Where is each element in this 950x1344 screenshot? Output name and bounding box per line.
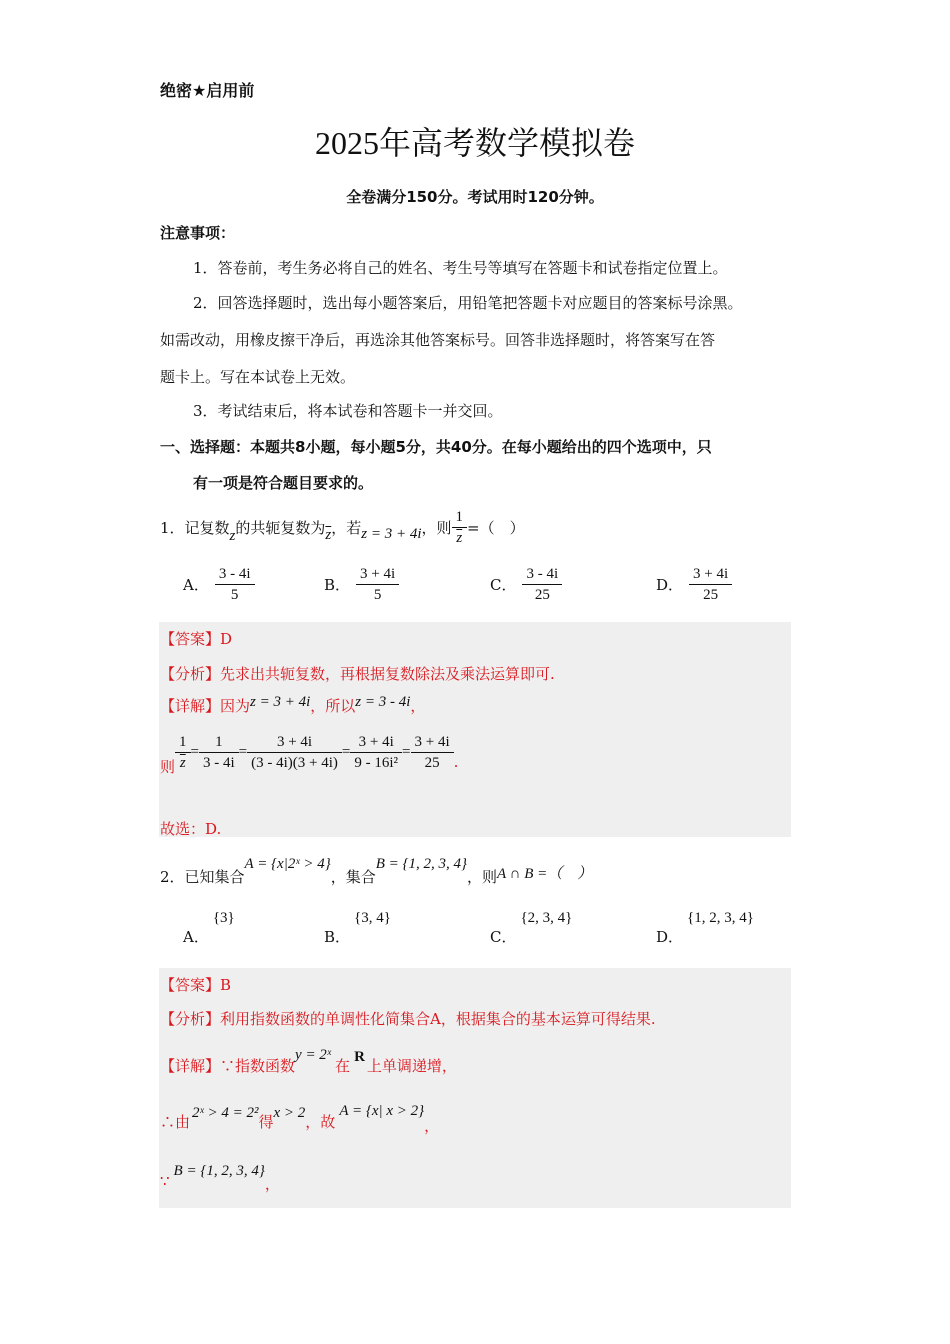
- page-subtitle: 全卷满分150分。考试用时120分钟。: [346, 188, 604, 206]
- q2-option-c[interactable]: [490, 910, 572, 947]
- computation-fraction: $\frac{3 + 4i}{(3 - 4i)(3 + 4i)}$: [247, 732, 342, 773]
- q2-detail-2: [160, 1098, 440, 1135]
- q1-option-a[interactable]: [183, 564, 255, 605]
- computation-fraction: $\frac{3 + 4i}{\text{9 - 16i²}}$: [350, 732, 402, 773]
- note-item-1: 1．答卷前，考生务必将自己的姓名、考生号等填写在答题卡和试卷指定位置上。: [193, 259, 728, 277]
- detail-set-b: B = {1, 2, 3, 4}: [173, 1162, 265, 1179]
- secret-label: 绝密★启用前: [160, 81, 255, 100]
- detail-eq-1: z = 3 + 4i: [250, 694, 311, 710]
- detail-text: ，: [410, 697, 426, 715]
- q1-condition: z = 3 + 4i: [361, 525, 422, 542]
- option-label: B．: [324, 928, 351, 946]
- option-value: {3}: [212, 910, 235, 926]
- q1-text-1: 的共轭复数为: [235, 518, 326, 537]
- detail-text: ∴由: [160, 1112, 191, 1131]
- q1-option-d[interactable]: [656, 564, 732, 605]
- analysis-text: 利用指数函数的单调性化简集合A，根据集合的基本运算可得结果.: [220, 1010, 656, 1028]
- option-label: D．: [656, 576, 684, 594]
- question-2: [160, 848, 592, 892]
- detail-tag: 【详解】: [160, 1056, 221, 1075]
- q1-text-2: ，若: [331, 518, 362, 537]
- analysis-tag: 【分析】: [160, 665, 221, 683]
- computation-fraction: $\frac{1}{3 - 4i}$: [199, 732, 239, 773]
- detail-inequality: 2ˣ > 4 = 2²: [192, 1104, 259, 1121]
- option-label: C．: [490, 576, 517, 594]
- detail-text: ，所以: [310, 697, 356, 715]
- q1-answer: 【答案】D: [160, 630, 233, 648]
- q1-option-c[interactable]: [490, 564, 562, 605]
- q1-detail: [160, 695, 425, 716]
- detail-text: 在: [335, 1056, 351, 1075]
- note-item-2-cont: 如需改动，用橡皮擦干净后，再选涂其他答案标号。回答非选择题时，将答案写在答: [160, 331, 716, 349]
- option-label: D．: [656, 928, 684, 946]
- q1-choose: 故选：D.: [160, 820, 222, 838]
- detail-x-gt-2: x > 2: [273, 1104, 306, 1121]
- option-value: $\frac{3 + 4i}{5}$: [356, 564, 399, 605]
- option-label: B．: [324, 576, 351, 594]
- detail-tag: 【详解】: [160, 697, 221, 715]
- period: .: [453, 753, 459, 771]
- equals-sign: =: [341, 743, 351, 760]
- computation-fraction: $\frac{3 + 4i}{25}$: [411, 732, 454, 773]
- detail-text: ，: [424, 1116, 440, 1135]
- detail-text: ∵指数函数: [220, 1056, 296, 1075]
- question-1: [160, 505, 525, 549]
- equals-sign: =: [402, 743, 411, 760]
- q1-number: 1．记复数: [160, 518, 230, 537]
- q2-answer: 【答案】B: [160, 976, 232, 994]
- q2-analysis: [160, 1008, 656, 1029]
- q1-zbar: $\overline{z}$: [325, 526, 332, 543]
- notes-heading: 注意事项：: [160, 224, 236, 242]
- q2-option-b[interactable]: [324, 910, 391, 947]
- q1-analysis: [160, 663, 555, 684]
- analysis-text: 先求出共轭复数，再根据复数除法及乘法运算即可.: [220, 665, 555, 683]
- note-item-3: 3．考试结束后，将本试卷和答题卡一并交回。: [193, 402, 503, 420]
- q2-detail-1: [160, 1042, 457, 1076]
- detail-text: 上单调递增，: [366, 1056, 457, 1075]
- detail-set-a: A = {x| x > 2}: [339, 1102, 425, 1119]
- q1-z: z: [229, 527, 236, 544]
- detail-text: ∵: [160, 1172, 170, 1190]
- note-item-2-cont2: 题卡上。写在本试卷上无效。: [160, 368, 356, 386]
- computation-fraction: $\frac{1}{z}$: [175, 732, 191, 773]
- q2-text-1: ，集合: [330, 867, 376, 886]
- page-title: 2025年高考数学模拟卷: [314, 125, 635, 161]
- q2-ask: A ∩ B =（ ）: [497, 865, 593, 882]
- q2-text-2: ，则: [467, 867, 498, 886]
- option-label: A．: [183, 928, 209, 946]
- analysis-tag: 【分析】: [160, 1010, 221, 1028]
- detail-text: ，: [264, 1174, 280, 1193]
- section-heading: 一、选择题：本题共8小题，每小题5分，共40分。在每小题给出的四个选项中，只: [160, 438, 712, 456]
- q1-text-4: =（ ）: [467, 518, 525, 537]
- q1-computation: [160, 728, 458, 776]
- q2-number: 2．已知集合: [160, 867, 245, 886]
- detail-function: y = 2ˣ: [295, 1046, 332, 1063]
- option-value: $\frac{3 - 4i}{5}$: [215, 564, 255, 605]
- equals-sign: =: [190, 743, 199, 760]
- q2-option-a[interactable]: [183, 910, 235, 947]
- option-value: $\frac{3 - 4i}{25}$: [522, 564, 562, 605]
- section-heading-cont: 有一项是符合题目要求的。: [193, 474, 374, 492]
- option-value: {1, 2, 3, 4}: [687, 910, 754, 926]
- then-label: 则: [160, 757, 176, 776]
- real-set-symbol: R: [354, 1048, 365, 1065]
- q2-set-b: B = {1, 2, 3, 4}: [375, 855, 468, 872]
- detail-text: 因为: [220, 697, 251, 715]
- option-value: {2, 3, 4}: [520, 910, 573, 926]
- option-value: {3, 4}: [354, 910, 391, 926]
- note-item-2: 2．回答选择题时，选出每小题答案后，用铅笔把答题卡对应题目的答案标号涂黑。: [193, 294, 743, 312]
- q1-fraction: $\frac{1}{z}$: [452, 507, 468, 548]
- option-label: C．: [490, 928, 517, 946]
- q1-option-b[interactable]: [324, 564, 399, 605]
- option-value: $\frac{3 + 4i}{25}$: [689, 564, 732, 605]
- q2-set-a: A = {x|2ˣ > 4}: [244, 855, 331, 872]
- detail-text: ，故: [305, 1112, 336, 1131]
- detail-text: 得: [258, 1112, 274, 1131]
- detail-eq-2: z = 3 - 4i: [355, 694, 411, 710]
- option-label: A．: [183, 576, 209, 594]
- q2-option-d[interactable]: [656, 910, 754, 947]
- equals-sign: =: [238, 743, 248, 760]
- q2-detail-3: [160, 1156, 280, 1193]
- q1-text-3: ，则: [421, 518, 452, 537]
